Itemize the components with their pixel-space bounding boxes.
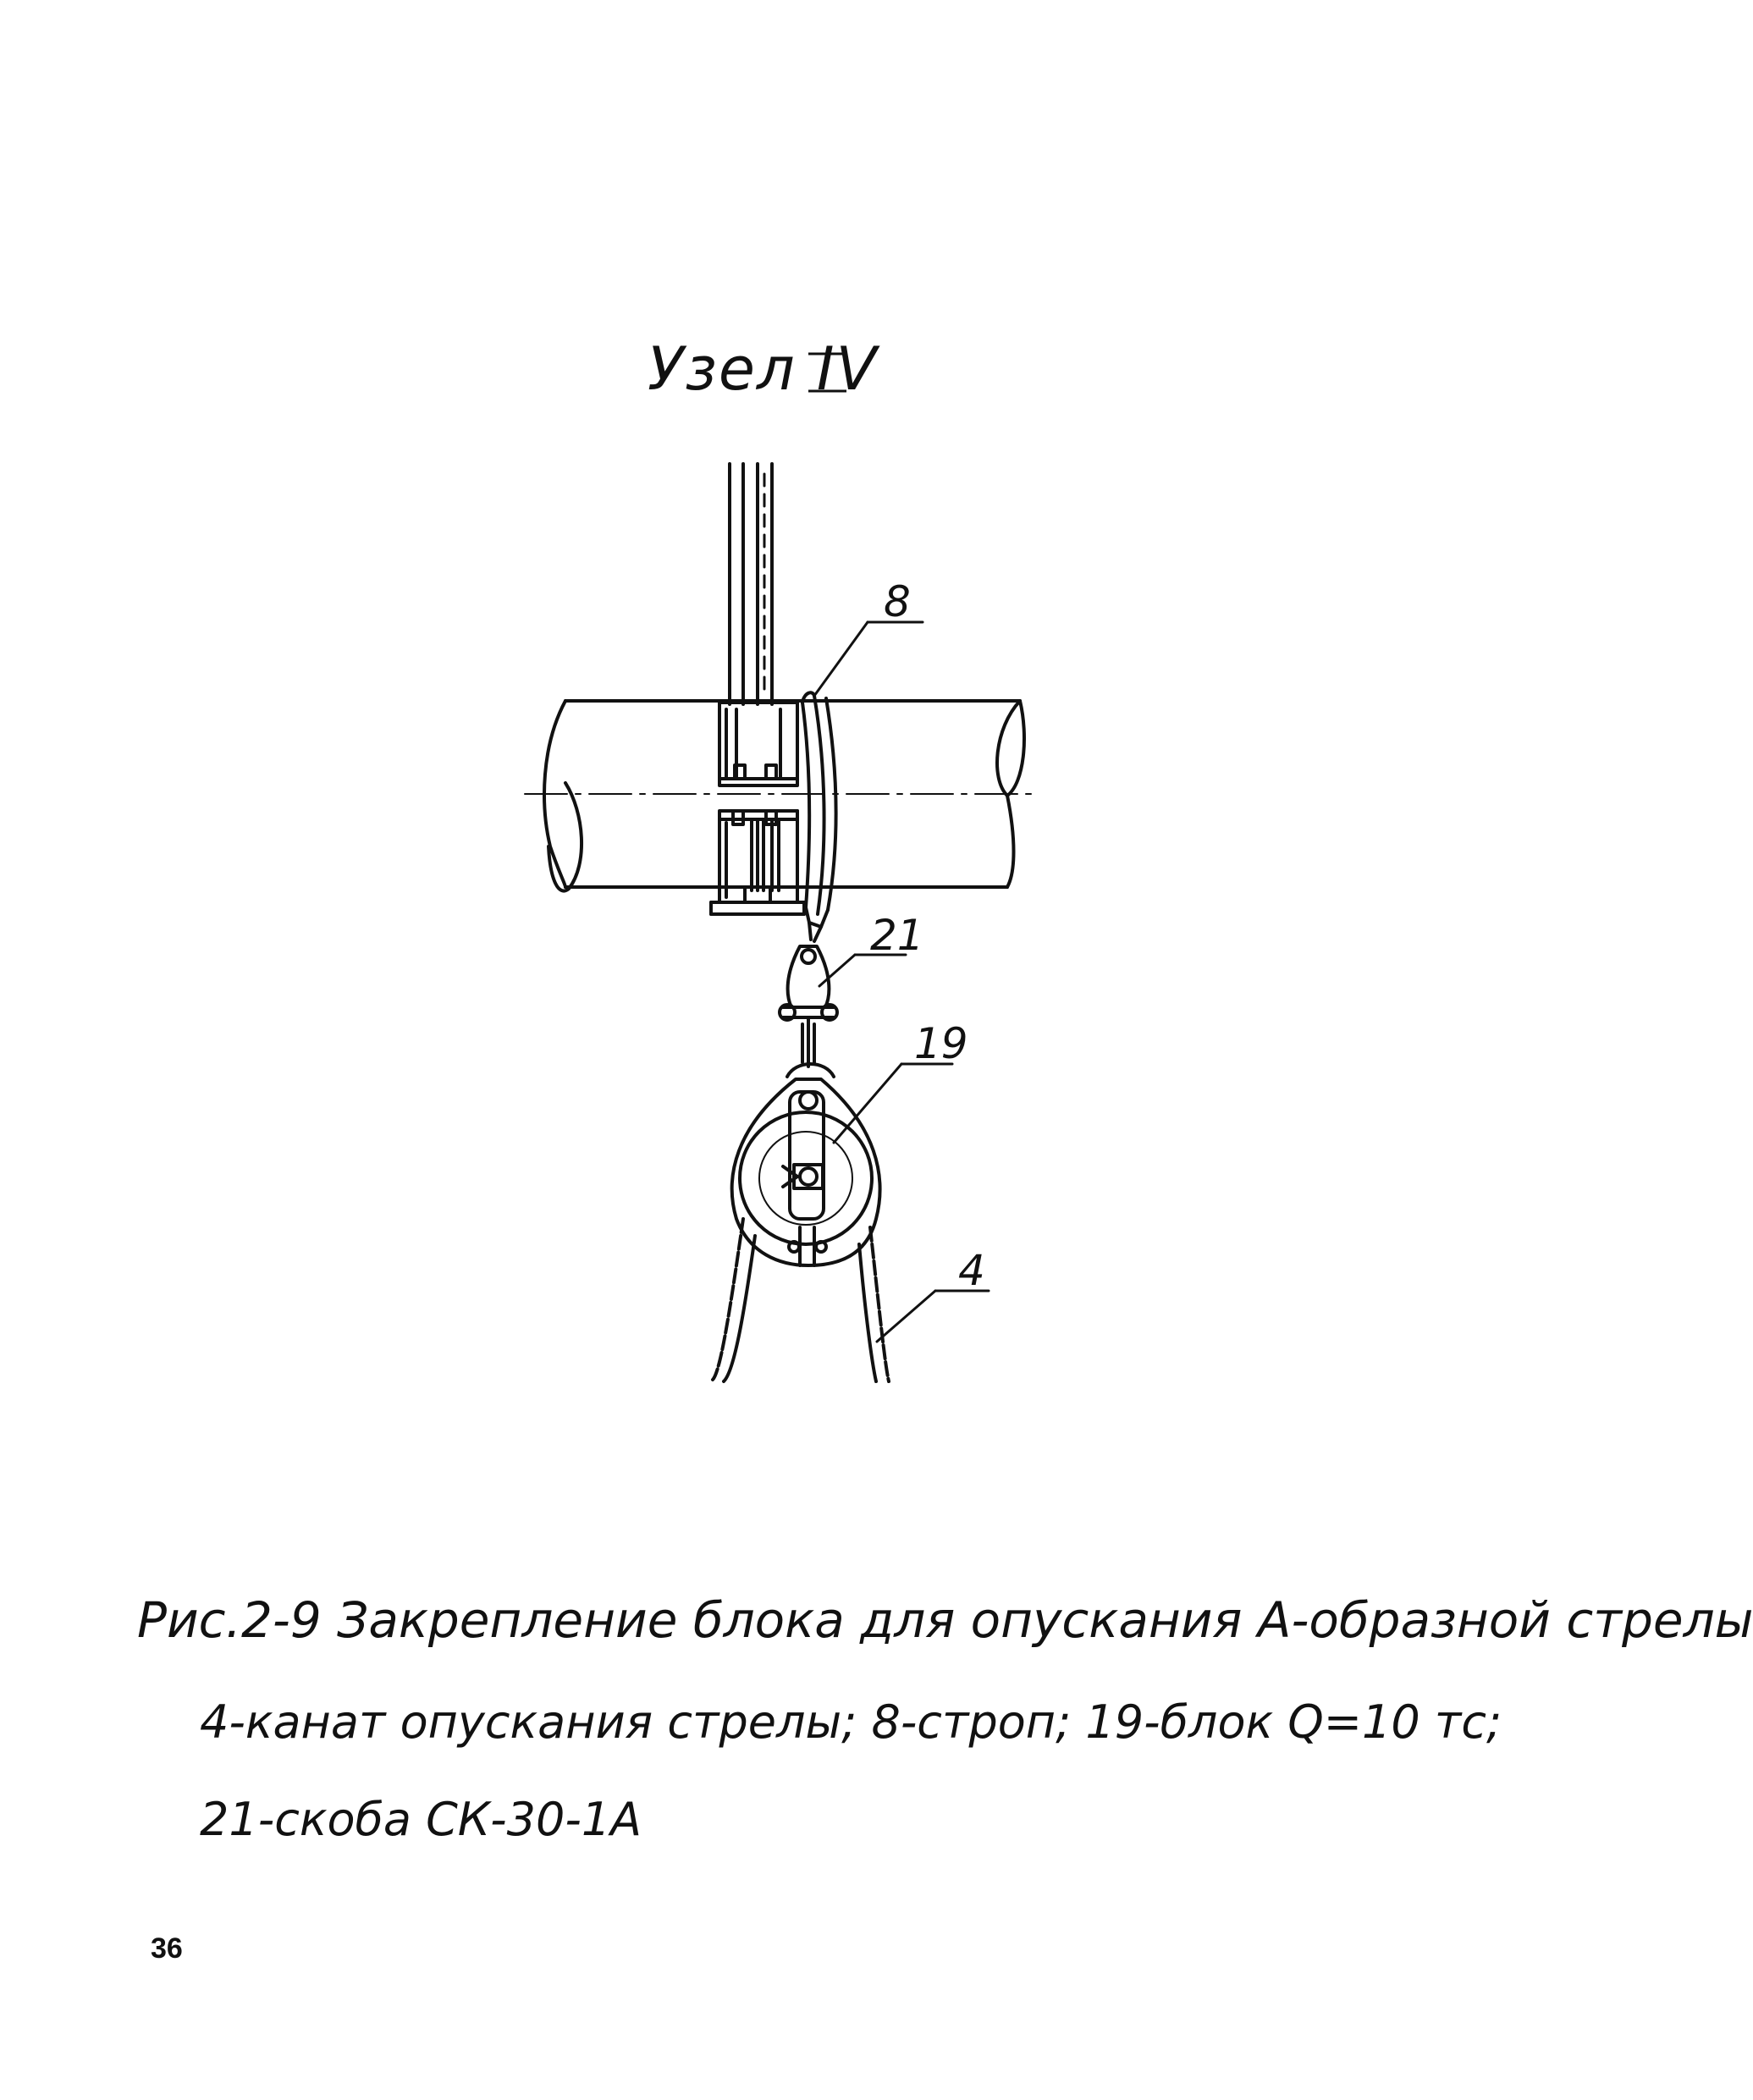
shackle — [780, 946, 837, 1067]
node-title: Узел IV — [648, 334, 879, 404]
page-number: 36 — [151, 1932, 183, 1965]
caption-line-3: 21-скоба СК-30-1А — [200, 1793, 642, 1846]
lower-clamp — [711, 811, 804, 914]
sling — [802, 692, 836, 941]
callout-19: 19 — [914, 1019, 968, 1068]
callout-21: 21 — [870, 911, 924, 960]
callout-4: 4 — [958, 1246, 985, 1295]
caption-line-2: 4-канат опускания стрелы; 8-строп; 19-блок Q=10 тс; — [200, 1695, 1502, 1749]
upper-clamp — [719, 703, 797, 785]
pipe — [544, 701, 1024, 891]
callout-8: 8 — [884, 577, 911, 626]
caption-line-1: Рис.2-9 Закрепление блока для опускания А-образной стрелы — [137, 1591, 1753, 1649]
vertical-member — [730, 464, 772, 704]
